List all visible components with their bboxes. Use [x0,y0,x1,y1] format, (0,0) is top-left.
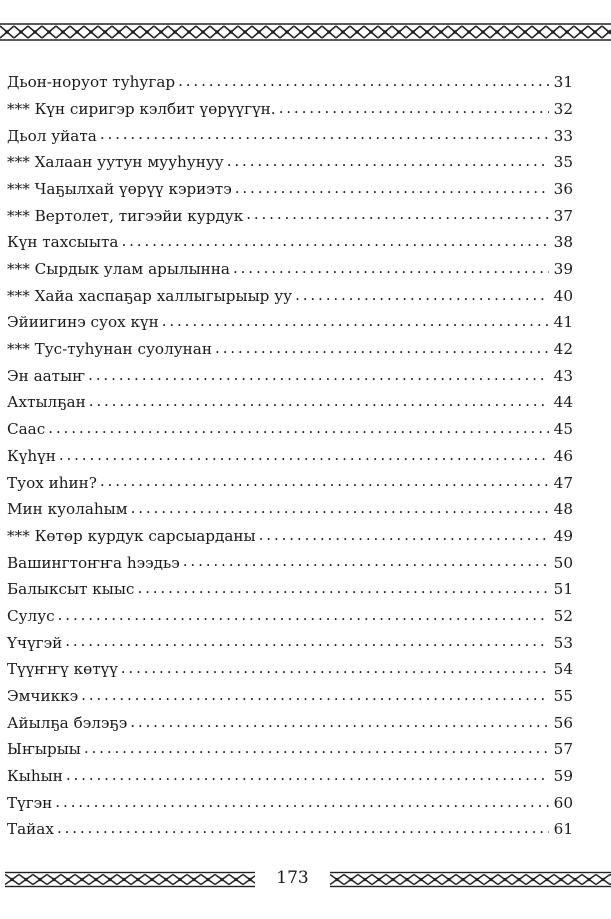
toc-entry-page: 56 [553,713,573,732]
page-number: 173 [276,868,309,888]
toc-entry-page: 35 [553,153,573,172]
toc-entry-title: *** Күн сиригэр кэлбит үөрүүгүн. [7,99,276,118]
toc-entry-title: Туох иһин? [7,473,97,492]
footer-ornament-right [330,871,611,888]
toc-entry [7,819,573,846]
toc-entry-title: Айылҕа бэлэҕэ [7,713,128,732]
toc-entry [7,125,573,152]
toc-entry-title: Мин куолаһым [7,500,128,519]
toc-entry-page: 52 [553,606,573,625]
toc-entry-page: 55 [553,687,573,705]
toc-dot-leader [121,659,549,674]
toc-entry-title: *** Көтөр курдук сарсыарданы [7,526,256,545]
toc-entry-title: Эн аатыҥ [7,366,86,385]
toc-entry-title: Кыһын [7,767,63,786]
toc-entry-title: Балыксыт кыыс [7,580,135,599]
toc-entry-page: 54 [553,660,573,679]
toc-entry [7,499,573,526]
toc-entry [7,793,573,820]
toc-entry [7,339,573,366]
toc-entry-title: Сулус [7,606,55,625]
toc-dot-leader [178,72,549,87]
toc-dot-leader [89,392,549,407]
toc-entry [7,713,573,740]
toc-entry-page: 41 [553,313,573,332]
toc-dot-leader [55,793,549,808]
toc-entry-page: 43 [553,366,573,385]
toc-entry-page: 40 [553,286,573,305]
toc-entry-page: 33 [553,126,573,145]
toc-entry-page: 44 [553,393,573,412]
toc-entry-page: 45 [553,420,573,439]
toc-entry-page: 49 [553,526,573,545]
toc-dot-leader [183,552,549,567]
toc-entry [7,686,573,713]
toc-entry-title: Тайах [7,820,54,839]
toc-entry-page: 48 [553,500,573,519]
toc-entry-page: 61 [553,820,573,839]
toc-entry [7,312,573,339]
toc-entry-title: *** Вертолет, тигээйи курдук [7,206,244,225]
toc-dot-leader [279,99,549,114]
toc-entry-page: 31 [553,73,573,92]
toc-entry [7,766,573,793]
toc-entry-title: *** Хайа хаспаҕар халлыгырыыр уу [7,286,293,305]
toc-entry-page: 53 [553,633,573,652]
toc-entry [7,446,573,473]
toc-entry-page: 32 [553,99,573,118]
toc-entry [7,232,573,259]
toc-entry [7,739,573,766]
toc-entry-title: *** Чаҕылхай үөрүү кэриэтэ [7,179,232,198]
toc-entry-page: 57 [553,740,573,759]
toc-dot-leader [59,446,549,461]
page-footer [0,858,611,898]
toc-entry [7,286,573,313]
toc-entry-title: Дьол уйата [7,126,97,145]
toc-entry [7,659,573,686]
toc-entry [7,579,573,606]
toc-entry-page: 46 [553,446,573,465]
toc-dot-leader [58,606,549,621]
toc-dot-leader [215,339,549,354]
toc-dot-leader [57,819,549,834]
toc-entry-title: *** Тус-туһунан суолунан [7,340,212,359]
toc-entry [7,552,573,579]
table-of-contents [7,72,573,846]
toc-entry-title: *** Халаан уутун мууһунуу [7,153,224,172]
toc-dot-leader [65,632,549,647]
toc-dot-leader [88,366,549,381]
toc-dot-leader [130,713,549,728]
toc-entry [7,259,573,286]
toc-dot-leader [100,125,549,140]
toc-dot-leader [246,205,549,220]
toc-dot-leader [121,232,549,247]
toc-dot-leader [259,526,549,541]
toc-dot-leader [48,419,549,434]
toc-entry-title: Үчүгэй [7,633,63,652]
toc-dot-leader [66,766,549,781]
toc-dot-leader [235,179,549,194]
toc-entry-title: Ахтылҕан [7,393,86,412]
toc-dot-leader [100,472,549,487]
toc-dot-leader [131,499,549,514]
toc-entry-title: Дьон-норуот туһугар [7,73,176,92]
toc-entry-page: 38 [553,233,573,252]
toc-dot-leader [227,152,549,167]
toc-entry-page: 36 [553,179,573,198]
toc-entry-page: 37 [553,206,573,225]
toc-entry-page: 59 [553,767,573,786]
toc-entry-page: 47 [553,473,573,492]
toc-dot-leader [81,686,549,701]
toc-entry [7,419,573,446]
toc-dot-leader [233,259,549,274]
toc-dot-leader [162,312,549,327]
toc-entry-page: 51 [553,580,573,599]
top-ornament-border [0,22,611,42]
toc-entry-title: Саас [7,420,46,439]
toc-entry-title: Ыҥырыы [7,740,81,759]
toc-entry [7,606,573,633]
toc-entry-page: 60 [553,793,573,812]
toc-entry [7,205,573,232]
toc-entry-page: 50 [553,553,573,572]
toc-entry [7,99,573,126]
toc-entry-title: Вашингтоҥҥа һээдьэ [7,553,180,572]
toc-entry [7,72,573,99]
toc-entry-title: *** Сырдык улам арылынна [7,260,230,278]
toc-entry [7,632,573,659]
toc-entry [7,526,573,553]
toc-entry-title: Күһүн [7,446,56,465]
toc-dot-leader [137,579,549,594]
toc-entry [7,472,573,499]
toc-entry-page: 42 [553,340,573,359]
toc-dot-leader [84,739,549,754]
toc-entry [7,179,573,206]
footer-ornament-left [5,871,255,888]
toc-entry-title: Түүҥҥү көтүү [7,660,118,679]
toc-entry [7,366,573,393]
toc-entry-title: Эйиигинэ суох күн [7,313,159,332]
toc-dot-leader [295,286,549,301]
toc-entry-title: Түгэн [7,793,53,812]
toc-entry [7,152,573,179]
toc-entry-page: 39 [553,260,573,278]
toc-entry [7,392,573,419]
toc-entry-title: Күн тахсыыта [7,233,119,252]
toc-entry-title: Эмчиккэ [7,687,79,705]
